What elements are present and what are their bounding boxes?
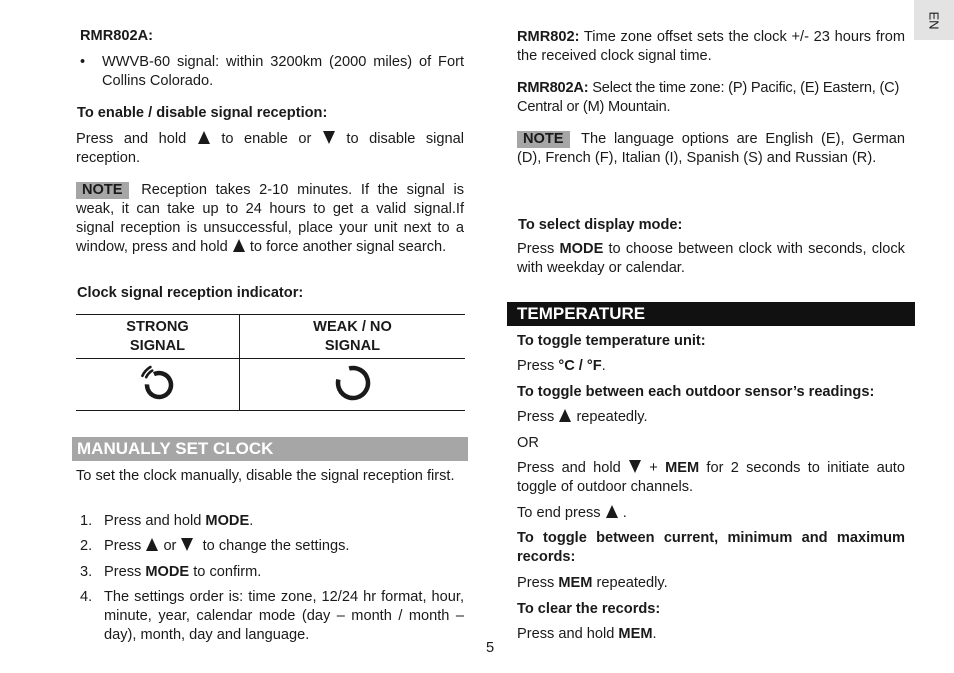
temp-unit-text: Press °C / °F.: [517, 358, 606, 374]
weak-signal-icon: [333, 362, 373, 402]
manual-intro-text: To set the clock manually, disable the signal reception first.: [76, 468, 455, 484]
note-badge: NOTE: [76, 182, 129, 199]
signal-indicator-table: [76, 314, 465, 411]
enable-signal-text: Press and hold to enable or to disable signal reception.: [76, 131, 465, 166]
up-arrow-icon: [198, 131, 210, 144]
table-header-row: [76, 315, 465, 359]
model-heading-rmr802a: RMR802A:: [80, 28, 153, 44]
strong-signal-icon: [138, 362, 178, 402]
step-number: 4.: [80, 589, 93, 605]
down-arrow-icon: [629, 460, 641, 473]
display-mode-text: Press MODE to choose between clock with seconds, clock with weekday or calendar.: [517, 241, 905, 276]
rmr802-paragraph: RMR802: Time zone offset sets the clock +/- 23 hours from the received clock signal time.: [517, 29, 906, 64]
strong-signal-cell: [76, 359, 240, 411]
weak-signal-cell: [240, 359, 466, 411]
clear-records-text: Press and hold MEM.: [517, 626, 657, 642]
outdoor-sensor-heading: To toggle between each outdoor sensor’s readings:: [517, 384, 875, 400]
up-arrow-icon: [233, 239, 245, 252]
table-icon-row: [76, 359, 465, 411]
records-text: Press MEM repeatedly.: [517, 575, 668, 591]
header-strong-signal: STRONG SIGNAL: [76, 315, 240, 359]
step-number: 2.: [80, 538, 93, 554]
page-number: 5: [486, 640, 495, 656]
outdoor-sensor-text: Press repeatedly.: [517, 409, 648, 425]
language-tab: [914, 0, 954, 40]
temperature-section: TEMPERATURE: [507, 302, 915, 326]
display-mode-heading: To select display mode:: [518, 217, 683, 233]
auto-toggle-text: Press and hold + MEM for 2 seconds to initiate auto toggle of outdoor channels.: [517, 460, 905, 495]
step-number: 3.: [80, 564, 93, 580]
up-arrow-icon: [559, 409, 571, 422]
note-reception: NOTE Reception takes 2-10 minutes. If the signal is weak, it can take up to 24 hours to get a valid signal.If signal reception is unsuccessful, place your unit next to a window, press and hold to force another signal search.: [76, 182, 464, 255]
header-weak-signal: WEAK / NO SIGNAL: [313, 318, 392, 354]
step-4: The settings order is: time zone, 12/24 hr format, hour, minute, year, calendar mode (day – month / month – day), month, day and language.: [104, 589, 464, 643]
down-arrow-icon: [181, 538, 193, 551]
records-heading: To toggle between current, minimum and maximum records:: [517, 530, 905, 565]
language-tab-label: EN: [926, 10, 942, 30]
clear-records-heading: To clear the records:: [517, 601, 661, 617]
down-arrow-icon: [323, 131, 335, 144]
indicator-heading: Clock signal reception indicator:: [77, 285, 304, 301]
bullet-marker: •: [80, 54, 86, 70]
step-1: Press and hold MODE.: [104, 513, 254, 529]
rmr802a-paragraph: RMR802A: Select the time zone: (P) Pacific, (E) Eastern, (C) Central or (M) Mountain.: [517, 80, 900, 115]
step-number: 1.: [80, 513, 93, 529]
or-text: OR: [517, 435, 539, 451]
step-3: Press MODE to confirm.: [104, 564, 262, 580]
temp-unit-heading: To toggle temperature unit:: [517, 333, 706, 349]
up-arrow-icon: [606, 505, 618, 518]
note-language: NOTE The language options are English (E), German (D), French (F), Italian (I), Spanish (S) and Russian (R).: [517, 131, 905, 166]
end-toggle-text: To end press .: [517, 505, 627, 521]
step-2: Press or to change the settings.: [104, 538, 350, 554]
manual-set-clock-section: MANUALLY SET CLOCK: [72, 437, 468, 461]
wwvb-bullet-text: WWVB-60 signal: within 3200km (2000 miles) of Fort Collins Colorado.: [102, 54, 464, 89]
enable-signal-heading: To enable / disable signal reception:: [77, 105, 328, 121]
up-arrow-icon: [146, 538, 158, 551]
note-badge: NOTE: [517, 131, 570, 148]
